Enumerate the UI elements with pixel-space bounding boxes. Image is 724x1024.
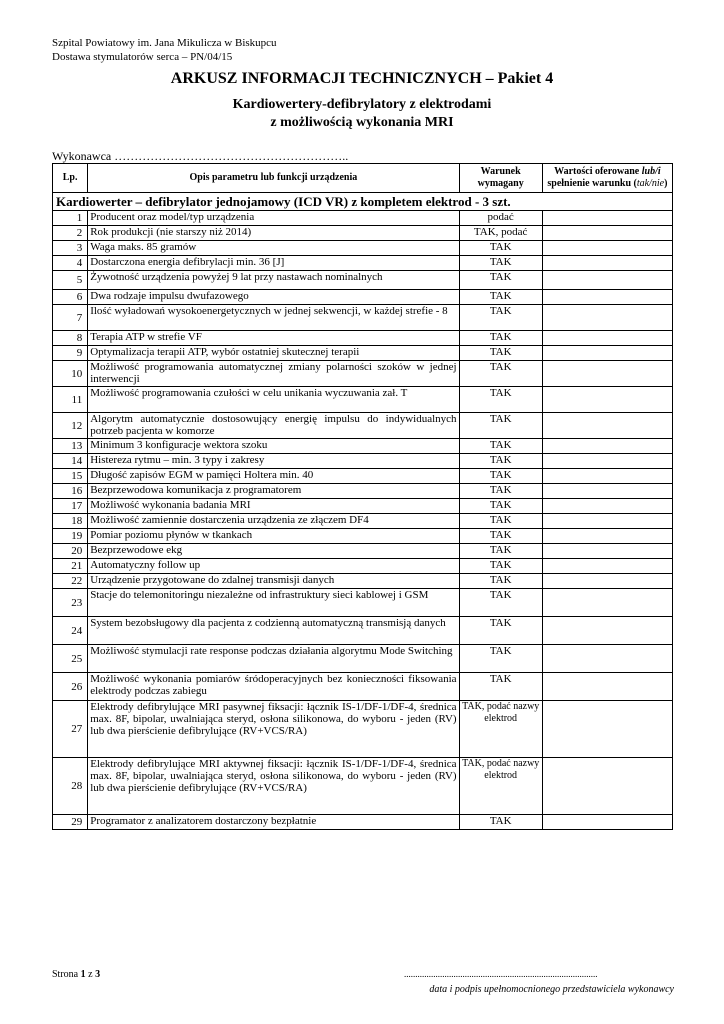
- row-offered-value[interactable]: [542, 211, 672, 226]
- row-offered-value[interactable]: [542, 331, 672, 346]
- document-subtitle-2: z możliwością wykonania MRI: [270, 115, 454, 130]
- signature-line: ......................................................................................: [404, 969, 598, 979]
- row-requirement: TAK: [459, 331, 542, 346]
- technical-specs-table: [52, 163, 673, 830]
- row-description: Możliwość wykonania pomiarów śródoperacyjnych bez konieczności fiksowania elektrody podczas zabiegu: [88, 673, 459, 701]
- row-lp: 6: [53, 290, 88, 305]
- row-description: Waga maks. 85 gramów: [88, 241, 459, 256]
- row-description: Urządzenie przygotowane do zdalnej transmisji danych: [88, 574, 459, 589]
- row-lp: 13: [53, 439, 88, 454]
- row-description: Dwa rodzaje impulsu dwufazowego: [88, 290, 459, 305]
- row-description: Automatyczny follow up: [88, 559, 459, 574]
- section-row: [53, 193, 673, 211]
- row-requirement: TAK: [459, 645, 542, 673]
- row-lp: 20: [53, 544, 88, 559]
- hospital-name: Szpital Powiatowy im. Jana Mikulicza w Biskupcu: [52, 37, 277, 49]
- row-lp: 16: [53, 484, 88, 499]
- table-row: [53, 413, 673, 439]
- table-row: [53, 454, 673, 469]
- header-requirement: Warunek wymagany: [459, 164, 542, 193]
- row-offered-value[interactable]: [542, 544, 672, 559]
- table-row: [53, 305, 673, 331]
- row-description: Pomiar poziomu płynów w tkankach: [88, 529, 459, 544]
- table-row: [53, 226, 673, 241]
- row-lp: 11: [53, 387, 88, 413]
- table-row: [53, 673, 673, 701]
- row-description: Elektrody defibrylujące MRI pasywnej fiksacji: łącznik IS-1/DF-1/DF-4, średnica max. 8F, bipolar, uwalniająca steryd, osłona silikonowa, do wyboru - jeden (RV) lub dwa pierścienie defibrylujące (RV+VCS/RA): [88, 701, 459, 758]
- row-lp: 7: [53, 305, 88, 331]
- row-requirement: TAK, podać: [459, 226, 542, 241]
- table-row: [53, 574, 673, 589]
- table-row: [53, 484, 673, 499]
- row-lp: 27: [53, 701, 88, 758]
- table-row: [53, 361, 673, 387]
- page-number: Strona 1 z 3: [52, 969, 101, 980]
- header-offered-values: Wartości oferowane lub/i spełnienie warunku (tak/nie): [542, 164, 672, 193]
- row-description: Dostarczona energia defibrylacji min. 36 [J]: [88, 256, 459, 271]
- row-requirement: TAK: [459, 514, 542, 529]
- row-description: Programator z analizatorem dostarczony bezpłatnie: [88, 815, 459, 830]
- row-lp: 5: [53, 271, 88, 290]
- row-description: System bezobsługowy dla pacjenta z codzienną automatyczną transmisją danych: [88, 617, 459, 645]
- row-offered-value[interactable]: [542, 589, 672, 617]
- row-requirement: TAK: [459, 529, 542, 544]
- row-requirement: TAK: [459, 574, 542, 589]
- row-requirement: TAK, podać nazwy elektrod: [459, 701, 542, 758]
- signature-label: data i podpis upełnomocnionego przedstawiciela wykonawcy: [429, 984, 674, 995]
- header-description: Opis parametru lub funkcji urządzenia: [88, 164, 459, 193]
- table-row: [53, 211, 673, 226]
- row-lp: 1: [53, 211, 88, 226]
- row-offered-value[interactable]: [542, 701, 672, 758]
- row-lp: 17: [53, 499, 88, 514]
- row-requirement: TAK: [459, 673, 542, 701]
- row-description: Terapia ATP w strefie VF: [88, 331, 459, 346]
- row-lp: 29: [53, 815, 88, 830]
- row-offered-value[interactable]: [542, 387, 672, 413]
- row-lp: 4: [53, 256, 88, 271]
- row-description: Optymalizacja terapii ATP, wybór ostatniej skutecznej terapii: [88, 346, 459, 361]
- table-row: [53, 701, 673, 758]
- row-requirement: TAK: [459, 305, 542, 331]
- row-offered-value[interactable]: [542, 484, 672, 499]
- row-description: Możliwość zamiennie dostarczenia urządzenia ze złączem DF4: [88, 514, 459, 529]
- row-description: Możliwość programowania czułości w celu unikania wyczuwania zał. T: [88, 387, 459, 413]
- row-lp: 8: [53, 331, 88, 346]
- table-row: [53, 256, 673, 271]
- row-description: Możliwość stymulacji rate response podczas działania algorytmu Mode Switching: [88, 645, 459, 673]
- row-lp: 3: [53, 241, 88, 256]
- row-offered-value[interactable]: [542, 305, 672, 331]
- document-header: [52, 36, 277, 64]
- row-requirement: TAK: [459, 290, 542, 305]
- row-offered-value[interactable]: [542, 439, 672, 454]
- row-lp: 12: [53, 413, 88, 439]
- table-row: [53, 271, 673, 290]
- row-requirement: TAK: [459, 499, 542, 514]
- row-requirement: TAK: [459, 544, 542, 559]
- row-offered-value[interactable]: [542, 673, 672, 701]
- row-requirement: TAK: [459, 589, 542, 617]
- table-row: [53, 346, 673, 361]
- section-title: Kardiowerter – defibrylator jednojamowy (ICD VR) z kompletem elektrod - 3 szt.: [53, 193, 673, 211]
- table-row: [53, 439, 673, 454]
- row-requirement: TAK: [459, 815, 542, 830]
- row-description: Algorytm automatycznie dostosowujący energię impulsu do indywidualnych potrzeb pacjenta w komorze: [88, 413, 459, 439]
- table-row: [53, 387, 673, 413]
- row-description: Stacje do telemonitoringu niezależne od infrastruktury sieci kablowej i GSM: [88, 589, 459, 617]
- row-lp: 18: [53, 514, 88, 529]
- row-requirement: TAK: [459, 361, 542, 387]
- table-row: [53, 529, 673, 544]
- row-offered-value[interactable]: [542, 499, 672, 514]
- row-offered-value[interactable]: [542, 514, 672, 529]
- row-offered-value[interactable]: [542, 226, 672, 241]
- row-requirement: TAK: [459, 559, 542, 574]
- row-description: Długość zapisów EGM w pamięci Holtera min. 40: [88, 469, 459, 484]
- row-requirement: TAK, podać nazwy elektrod: [459, 758, 542, 815]
- table-row: [53, 290, 673, 305]
- row-requirement: TAK: [459, 271, 542, 290]
- row-offered-value[interactable]: [542, 361, 672, 387]
- row-lp: 15: [53, 469, 88, 484]
- row-requirement: TAK: [459, 469, 542, 484]
- document-title: ARKUSZ INFORMACJI TECHNICZNYCH – Pakiet 4: [170, 70, 554, 87]
- row-description: Bezprzewodowe ekg: [88, 544, 459, 559]
- row-requirement: TAK: [459, 346, 542, 361]
- row-description: Histereza rytmu – min. 3 typy i zakresy: [88, 454, 459, 469]
- table-header-row: [53, 164, 673, 193]
- row-lp: 26: [53, 673, 88, 701]
- row-offered-value[interactable]: [542, 271, 672, 290]
- row-requirement: TAK: [459, 439, 542, 454]
- row-offered-value[interactable]: [542, 454, 672, 469]
- row-requirement: TAK: [459, 413, 542, 439]
- row-lp: 19: [53, 529, 88, 544]
- row-lp: 25: [53, 645, 88, 673]
- row-lp: 2: [53, 226, 88, 241]
- row-offered-value[interactable]: [542, 758, 672, 815]
- row-description: Bezprzewodowa komunikacja z programatorem: [88, 484, 459, 499]
- table-row: [53, 758, 673, 815]
- row-requirement: TAK: [459, 617, 542, 645]
- row-offered-value[interactable]: [542, 617, 672, 645]
- row-lp: 9: [53, 346, 88, 361]
- row-description: Ilość wyładowań wysokoenergetycznych w jednej sekwencji, w każdej strefie - 8: [88, 305, 459, 331]
- table-row: [53, 544, 673, 559]
- row-offered-value[interactable]: [542, 574, 672, 589]
- row-description: Żywotność urządzenia powyżej 9 lat przy nastawach nominalnych: [88, 271, 459, 290]
- contractor-field: Wykonawca …………………………………………………..: [52, 149, 349, 163]
- row-requirement: podać: [459, 211, 542, 226]
- row-lp: 10: [53, 361, 88, 387]
- table-row: [53, 469, 673, 484]
- row-offered-value[interactable]: [542, 529, 672, 544]
- row-description: Możliwość wykonania badania MRI: [88, 499, 459, 514]
- row-offered-value[interactable]: [542, 645, 672, 673]
- row-requirement: TAK: [459, 454, 542, 469]
- table-row: [53, 617, 673, 645]
- row-lp: 14: [53, 454, 88, 469]
- header-lp: Lp.: [53, 164, 88, 193]
- table-row: [53, 331, 673, 346]
- row-lp: 21: [53, 559, 88, 574]
- row-offered-value[interactable]: [542, 346, 672, 361]
- table-row: [53, 514, 673, 529]
- table-row: [53, 241, 673, 256]
- row-lp: 24: [53, 617, 88, 645]
- row-offered-value[interactable]: [542, 290, 672, 305]
- row-lp: 22: [53, 574, 88, 589]
- row-description: Rok produkcji (nie starszy niż 2014): [88, 226, 459, 241]
- document-subtitle-1: Kardiowertery-defibrylatory z elektrodami: [232, 97, 492, 112]
- table-row: [53, 815, 673, 830]
- table-row: [53, 499, 673, 514]
- row-requirement: TAK: [459, 387, 542, 413]
- row-description: Elektrody defibrylujące MRI aktywnej fiksacji: łącznik IS-1/DF-1/DF-4, średnica max. 8F, bipolar, uwalniająca steryd, osłona silikonowa, do wyboru - jeden (RV) lub dwa pierścienie defibrylujące (RV+VCS/RA): [88, 758, 459, 815]
- tender-reference: Dostawa stymulatorów serca – PN/04/15: [52, 51, 233, 63]
- table-row: [53, 589, 673, 617]
- row-lp: 28: [53, 758, 88, 815]
- row-requirement: TAK: [459, 241, 542, 256]
- row-lp: 23: [53, 589, 88, 617]
- row-offered-value[interactable]: [542, 241, 672, 256]
- row-description: Producent oraz model/typ urządzenia: [88, 211, 459, 226]
- row-description: Możliwość programowania automatycznej zmiany polarności szoków w jednej interwencji: [88, 361, 459, 387]
- row-offered-value[interactable]: [542, 469, 672, 484]
- row-offered-value[interactable]: [542, 256, 672, 271]
- row-description: Minimum 3 konfiguracje wektora szoku: [88, 439, 459, 454]
- row-requirement: TAK: [459, 484, 542, 499]
- table-row: [53, 559, 673, 574]
- row-offered-value[interactable]: [542, 413, 672, 439]
- row-offered-value[interactable]: [542, 815, 672, 830]
- table-row: [53, 645, 673, 673]
- row-requirement: TAK: [459, 256, 542, 271]
- row-offered-value[interactable]: [542, 559, 672, 574]
